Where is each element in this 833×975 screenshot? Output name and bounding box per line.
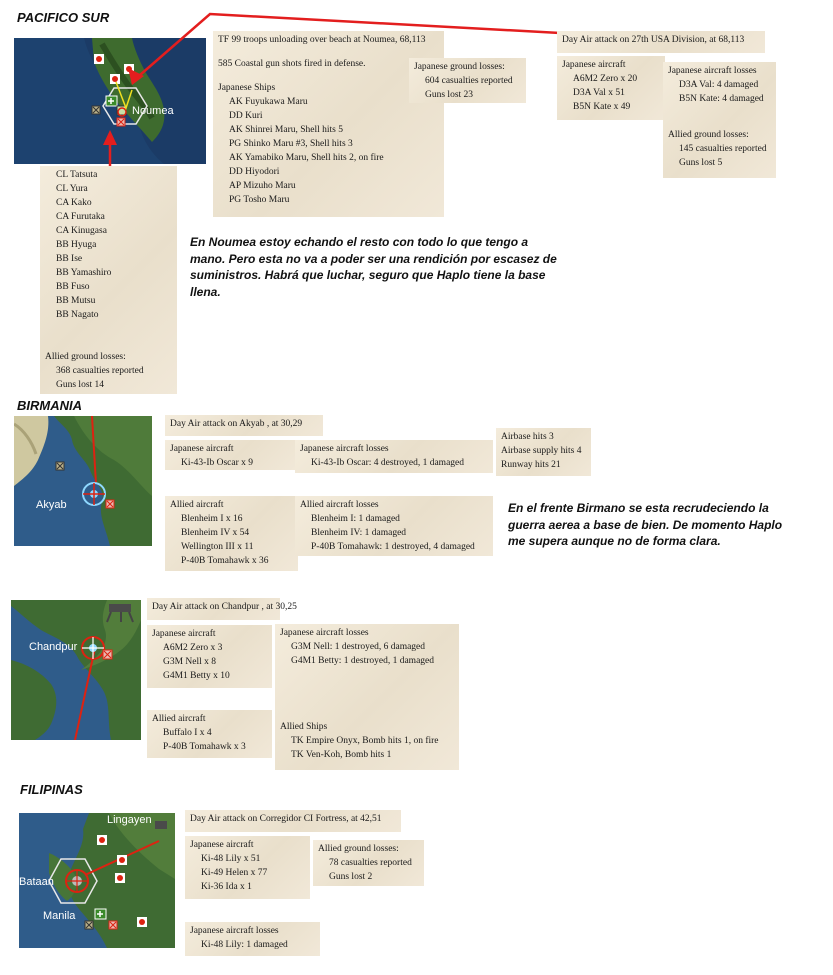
attack-title: Day Air attack on Chandpur , at 30,25 <box>152 602 297 612</box>
usa-division-attack-title <box>557 31 765 53</box>
chandpur-losses-panel <box>275 624 459 770</box>
fleet-entry: BB Nagato <box>56 310 99 320</box>
allied-ground-entry: Guns lost 2 <box>329 872 373 882</box>
allied-ground-entry: Guns lost 14 <box>56 380 105 390</box>
fleet-entry: CL Tatsuta <box>56 170 98 180</box>
allied-aircraft-header: Allied aircraft <box>152 714 206 724</box>
jp-losses-header: Japanese aircraft losses <box>190 926 279 936</box>
allied-aircraft-entry: Buffalo I x 4 <box>163 728 212 738</box>
ship-entry: AK Yamabiko Maru, Shell hits 2, on fire <box>229 153 384 163</box>
jp-aircraft-entry: A6M2 Zero x 20 <box>573 74 638 84</box>
jp-loss-entry: G3M Nell: 1 destroyed, 6 damaged <box>291 642 426 652</box>
corregidor-allied-ground-losses <box>313 840 424 886</box>
allied-ground-header: Allied ground losses: <box>45 352 126 362</box>
allied-ground-entry: Guns lost 5 <box>679 158 723 168</box>
ground-loss-entry: 604 casualties reported <box>425 76 513 86</box>
akyab-map[interactable] <box>14 416 152 546</box>
allied-loss-entry: Blenheim I: 1 damaged <box>311 514 400 524</box>
allied-ground-entry: 145 casualties reported <box>679 144 767 154</box>
ships-header: Japanese Ships <box>218 83 276 93</box>
akyab-jp-losses <box>295 440 493 473</box>
jp-loss-entry: Ki-43-Ib Oscar: 4 destroyed, 1 damaged <box>311 458 465 468</box>
luzon-map[interactable] <box>19 813 175 948</box>
allied-loss-entry: P-40B Tomahawk: 1 destroyed, 4 damaged <box>311 542 475 552</box>
ship-entry: PG Tosho Maru <box>229 195 290 205</box>
corregidor-attack-title <box>185 810 401 832</box>
jp-aircraft-header: Japanese aircraft <box>190 840 254 850</box>
jp-aircraft-entry: Ki-49 Helen x 77 <box>201 868 268 878</box>
chandpur-attack-title <box>147 598 297 620</box>
airbase-hit-entry: Airbase supply hits 4 <box>501 446 582 456</box>
chandpur-map-label: Chandpur <box>29 641 78 653</box>
allied-aircraft-entry: P-40B Tomahawk x 3 <box>163 742 246 752</box>
section-title-birmania: BIRMANIA <box>17 398 82 413</box>
allied-ground-header: Allied ground losses: <box>318 844 399 854</box>
allied-losses-header: Allied aircraft losses <box>300 500 379 510</box>
section-title-pacifico: PACIFICO SUR <box>17 10 110 25</box>
fleet-entry: BB Yamashiro <box>56 268 112 278</box>
ship-entry: AK Fuyukawa Maru <box>229 97 308 107</box>
usa-division-jp-aircraft <box>557 56 665 120</box>
jp-aircraft-header: Japanese aircraft <box>152 629 216 639</box>
fleet-entry: CA Kako <box>56 198 92 208</box>
attack-title: Day Air attack on 27th USA Division, at 68,113 <box>562 35 745 45</box>
chandpur-jp-aircraft <box>147 625 272 688</box>
corregidor-jp-aircraft <box>185 836 310 899</box>
jp-aircraft-entry: Ki-36 Ida x 1 <box>201 882 252 892</box>
jp-losses-header: Japanese aircraft losses <box>300 444 389 454</box>
ship-entry: AP Mizuho Maru <box>229 181 296 191</box>
akyab-jp-aircraft <box>165 440 295 470</box>
allied-ground-header: Allied ground losses: <box>668 130 749 140</box>
jp-loss-entry: G4M1 Betty: 1 destroyed, 1 damaged <box>291 656 435 666</box>
ship-entry: DD Hiyodori <box>229 167 280 177</box>
fleet-entry: BB Hyuga <box>56 240 97 250</box>
section-title-filipinas: FILIPINAS <box>20 782 83 797</box>
attack-title: Day Air attack on Akyab , at 30,29 <box>170 419 303 429</box>
jp-loss-entry: Ki-48 Lily: 1 damaged <box>201 940 288 950</box>
airbase-hit-entry: Runway hits 21 <box>501 460 561 470</box>
allied-ship-entry: TK Empire Onyx, Bomb hits 1, on fire <box>291 736 439 746</box>
ground-losses-header: Japanese ground losses: <box>414 62 505 72</box>
jp-aircraft-entry: G4M1 Betty x 10 <box>163 671 230 681</box>
noumea-commentary: En Noumea estoy echando el resto con todo lo que tengo a mano. Pero esta no va a poder ser una rendición por escasez de suministros. Habrá que luchar, seguro que Haplo tiene la base llena. <box>190 235 557 299</box>
ship-entry: PG Shinko Maru #3, Shell hits 3 <box>229 139 353 149</box>
allied-aircraft-entry: Wellington III x 11 <box>181 542 254 552</box>
jp-aircraft-entry: A6M2 Zero x 3 <box>163 643 223 653</box>
allied-loss-entry: Blenheim IV: 1 damaged <box>311 528 407 538</box>
ship-entry: AK Shinrei Maru, Shell hits 5 <box>229 125 343 135</box>
jp-loss-entry: B5N Kate: 4 damaged <box>679 94 764 104</box>
noumea-summary-line: 585 Coastal gun shots fired in defense. <box>218 59 366 69</box>
allied-aircraft-entry: Blenheim I x 16 <box>181 514 243 524</box>
fleet-entry: CA Kinugasa <box>56 226 107 236</box>
allied-aircraft-entry: P-40B Tomahawk x 36 <box>181 556 269 566</box>
akyab-allied-aircraft <box>165 496 298 571</box>
usa-division-losses <box>663 62 776 178</box>
noumea-jp-ground-losses <box>409 58 526 103</box>
bataan-map-label: Bataan <box>19 876 54 888</box>
jp-aircraft-entry: Ki-43-Ib Oscar x 9 <box>181 458 254 468</box>
noumea-fleet-panel <box>40 166 177 394</box>
allied-ship-entry: TK Ven-Koh, Bomb hits 1 <box>291 750 392 760</box>
akyab-allied-losses <box>295 496 493 556</box>
attack-title: Day Air attack on Corregidor CI Fortress, at 42,51 <box>190 814 382 824</box>
akyab-airbase-hits <box>496 428 591 476</box>
birmania-commentary: En el frente Birmano se esta recrudeciendo la guerra aerea a base de bien. De momento Haplo me supera aunque no de forma clara. <box>508 501 783 548</box>
allied-aircraft-entry: Blenheim IV x 54 <box>181 528 250 538</box>
noumea-map-label: Noumea <box>132 105 174 117</box>
manila-map-label: Manila <box>43 910 76 922</box>
ground-loss-entry: Guns lost 23 <box>425 90 474 100</box>
allied-ground-entry: 78 casualties reported <box>329 858 412 868</box>
corregidor-jp-losses <box>185 922 320 956</box>
fleet-entry: CA Furutaka <box>56 212 105 222</box>
allied-ground-entry: 368 casualties reported <box>56 366 144 376</box>
noumea-summary-line: TF 99 troops unloading over beach at Noumea, 68,113 <box>218 35 426 45</box>
jp-losses-header: Japanese aircraft losses <box>280 628 369 638</box>
chandpur-map[interactable] <box>11 600 141 740</box>
jp-losses-header: Japanese aircraft losses <box>668 66 757 76</box>
jp-aircraft-header: Japanese aircraft <box>562 60 626 70</box>
fleet-entry: CL Yura <box>56 184 88 194</box>
ship-entry: DD Kuri <box>229 111 263 121</box>
allied-ships-header: Allied Ships <box>280 722 328 732</box>
chandpur-allied-aircraft <box>147 710 272 758</box>
airbase-hit-entry: Airbase hits 3 <box>501 432 554 442</box>
akyab-map-label: Akyab <box>36 499 67 511</box>
fleet-entry: BB Fuso <box>56 282 90 292</box>
jp-aircraft-entry: D3A Val x 51 <box>573 88 625 98</box>
jp-aircraft-entry: B5N Kate x 49 <box>573 102 631 112</box>
jp-aircraft-entry: Ki-48 Lily x 51 <box>201 854 261 864</box>
fleet-entry: BB Ise <box>56 254 83 264</box>
jp-aircraft-header: Japanese aircraft <box>170 444 234 454</box>
jp-aircraft-entry: G3M Nell x 8 <box>163 657 217 667</box>
lingayen-map-label: Lingayen <box>107 814 152 826</box>
allied-aircraft-header: Allied aircraft <box>170 500 224 510</box>
fleet-entry: BB Mutsu <box>56 296 96 306</box>
akyab-attack-title <box>165 415 323 436</box>
jp-loss-entry: D3A Val: 4 damaged <box>679 80 759 90</box>
